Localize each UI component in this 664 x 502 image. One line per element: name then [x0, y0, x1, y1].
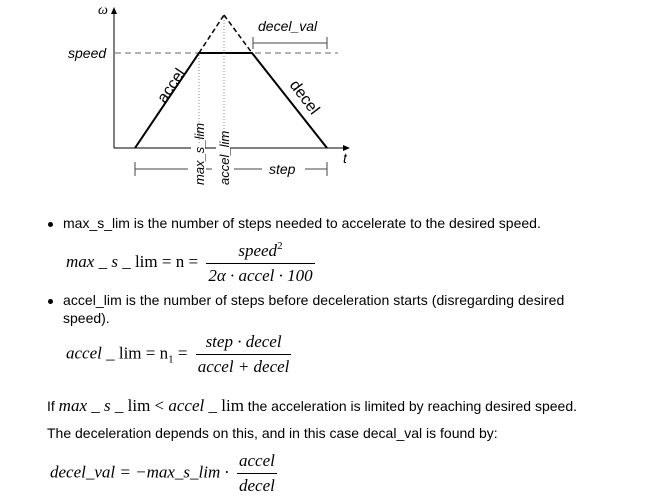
decel-sentence: The deceleration depends on this, and in this case decal_val is found by:	[47, 425, 498, 441]
eq1-numerator: speed	[238, 241, 278, 260]
eq1-lim: lim	[134, 251, 158, 271]
condition-paragraph	[47, 396, 577, 416]
eq1-fraction	[206, 240, 314, 286]
eq2-subscript: 1	[168, 353, 174, 366]
eq3-denominator: decel	[238, 476, 275, 495]
eq2-lhs: accel _	[66, 343, 119, 363]
accel-slope-label: accel	[154, 65, 190, 107]
y-axis-arrow-icon	[111, 7, 117, 14]
if-prefix: If	[47, 398, 55, 414]
eq1-mid: = n =	[157, 251, 203, 271]
max-s-lim-label: max_s_lim	[192, 122, 207, 185]
eq1-denominator: 2α · accel · 100	[208, 266, 313, 285]
equation-decel-val	[50, 451, 277, 496]
eq2-lim: lim	[118, 343, 142, 363]
velocity-profile-diagram	[0, 0, 664, 200]
condition-math: max _ s _ lim < accel _ lim	[58, 396, 244, 415]
equation-max-s-lim	[66, 240, 315, 286]
equation-accel-lim	[66, 332, 291, 377]
eq2-fraction	[196, 332, 292, 377]
step-label: step	[269, 161, 296, 177]
speed-label: speed	[68, 45, 107, 61]
eq2-numerator: step · decel	[196, 332, 292, 355]
x-axis-label: t	[343, 150, 347, 166]
eq3-numerator: accel	[237, 451, 277, 474]
eq1-lhs: max _ s _	[66, 251, 135, 271]
eq3-lhs: decel_val = −max_s_lim ·	[50, 462, 233, 482]
eq2-mid: = n	[141, 343, 169, 363]
decel-val-dimension	[253, 37, 327, 49]
decel-val-label: decel_val	[258, 18, 318, 34]
accel-lim-label: accel_lim	[217, 130, 232, 185]
eq2-equals: =	[173, 343, 192, 363]
decel-slope-label: decel	[285, 77, 323, 118]
bullet-text-max-s-lim: max_s_lim is the number of steps needed to accelerate to the desired speed.	[63, 215, 541, 231]
eq2-denominator: accel + decel	[197, 357, 290, 376]
y-axis-label: ω	[98, 3, 108, 18]
bullet-icon	[48, 222, 53, 227]
bullet-icon	[48, 299, 53, 304]
bullet-text-accel-lim-line1: accel_lim is the number of steps before deceleration starts (disregarding desired	[63, 292, 565, 308]
if-suffix: the acceleration is limited by reaching desired speed.	[243, 398, 577, 414]
bullet-text-accel-lim-line2: speed).	[63, 310, 110, 326]
eq3-fraction	[237, 451, 277, 496]
eq1-exponent: 2	[277, 240, 283, 252]
